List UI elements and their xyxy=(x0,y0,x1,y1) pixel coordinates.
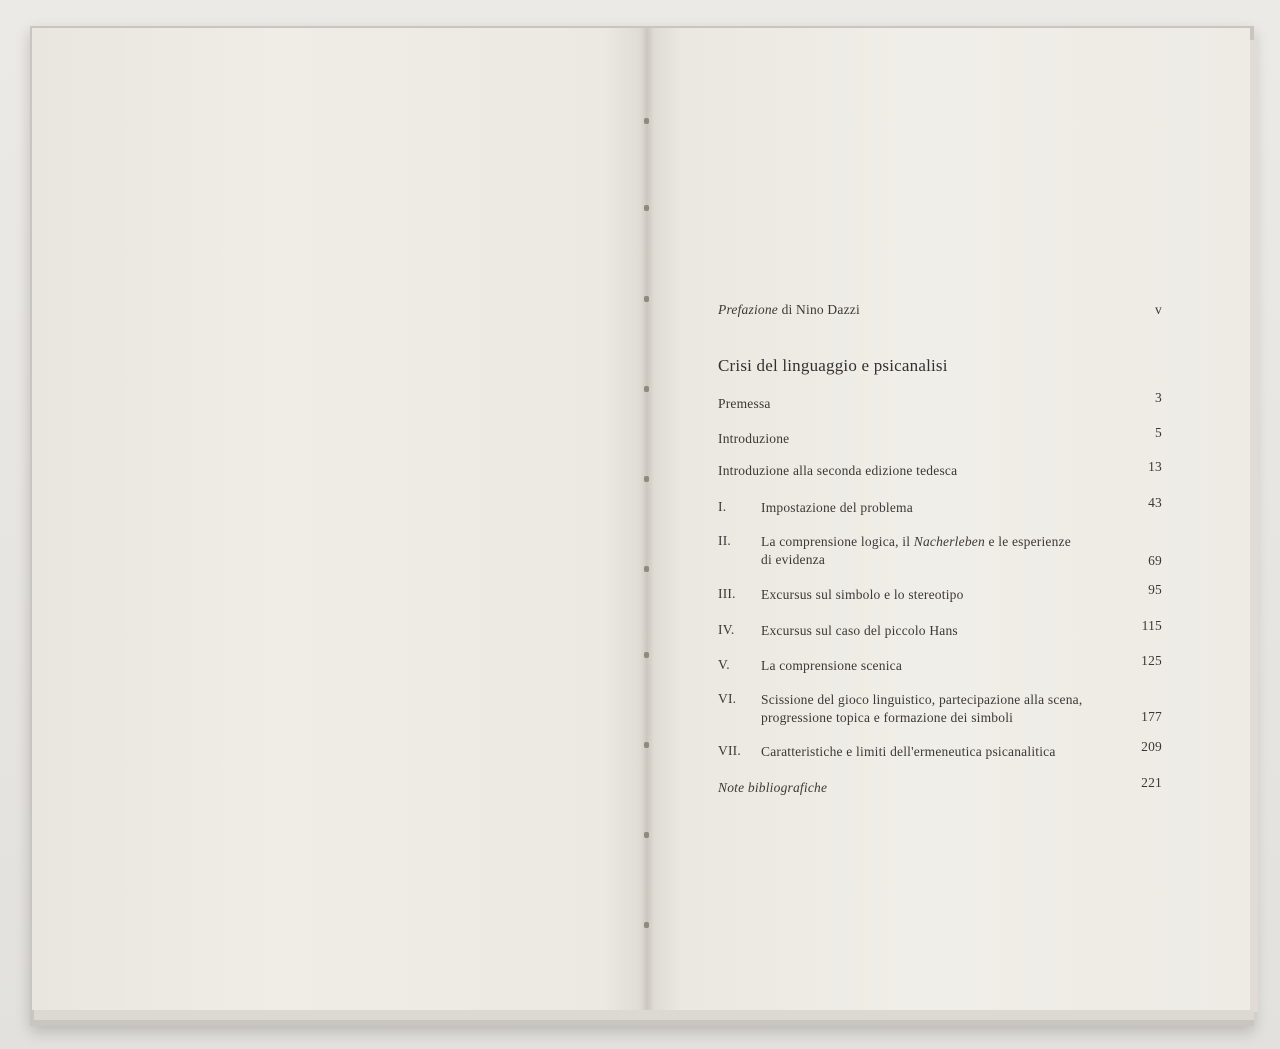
toc-entry-label: Introduzione xyxy=(718,431,790,446)
page-edges-right xyxy=(1250,40,1258,1012)
binding-stitch xyxy=(644,652,649,658)
chapter-number: V. xyxy=(718,657,730,672)
toc-entry-preface xyxy=(718,302,1166,318)
chapter-title-line1: Scissione del gioco linguistico, partecipazione alla scena, xyxy=(761,692,1083,707)
toc-entry-label: Premessa xyxy=(718,396,771,411)
book-gutter xyxy=(640,28,654,1010)
chapter-title: Caratteristiche e limiti dell'ermeneutica psicanalitica xyxy=(761,744,1056,759)
toc-entry xyxy=(718,425,1166,447)
binding-stitch xyxy=(644,742,649,748)
chapter-title-line2: progressione topica e formazione dei simboli xyxy=(761,710,1014,725)
chapter-number: II. xyxy=(718,533,731,548)
toc-page-number: 221 xyxy=(1141,775,1162,790)
chapter-number: III. xyxy=(718,586,736,601)
binding-stitch xyxy=(644,922,649,928)
binding-stitch xyxy=(644,296,649,302)
toc-entry-label: di Nino Dazzi xyxy=(778,302,860,317)
left-page xyxy=(32,28,646,1010)
toc-page-number: 3 xyxy=(1155,390,1162,405)
toc-page-number: 5 xyxy=(1155,425,1162,440)
chapter-title-part: La comprensione logica, il xyxy=(761,534,914,549)
toc-entry-label-italic: Prefazione xyxy=(718,302,778,317)
binding-stitch xyxy=(644,118,649,124)
toc-page-number: 115 xyxy=(1141,618,1162,633)
toc-page-number: v xyxy=(1155,302,1162,317)
toc-page-number: 95 xyxy=(1148,582,1162,597)
right-page xyxy=(646,28,1250,1010)
toc-page-number: 177 xyxy=(1141,709,1162,724)
binding-stitch xyxy=(644,566,649,572)
toc-page-number: 69 xyxy=(1148,553,1162,568)
chapter-title: Excursus sul simbolo e lo stereotipo xyxy=(761,587,964,602)
toc-page-number: 13 xyxy=(1148,459,1162,474)
chapter-title xyxy=(761,533,1121,569)
toc-page-number: 125 xyxy=(1141,653,1162,668)
chapter-title-italic: Nacherleben xyxy=(913,534,985,549)
chapter-number: VII. xyxy=(718,743,741,758)
toc-entry-label: Introduzione alla seconda edizione tedesca xyxy=(718,463,958,478)
toc-entry-notes xyxy=(718,775,1166,796)
binding-stitch xyxy=(644,832,649,838)
chapter-number: IV. xyxy=(718,622,735,637)
toc-page-number: 43 xyxy=(1148,495,1162,510)
chapter-title xyxy=(761,691,1121,727)
chapter-title: Excursus sul caso del piccolo Hans xyxy=(761,623,958,638)
toc-entry xyxy=(718,390,1166,412)
binding-stitch xyxy=(644,476,649,482)
section-title: Crisi del linguaggio e psicanalisi xyxy=(718,356,948,375)
binding-stitch xyxy=(644,386,649,392)
page-edges-bottom xyxy=(34,1010,1254,1020)
chapter-number: I. xyxy=(718,499,727,514)
chapter-title: Impostazione del problema xyxy=(761,500,913,515)
chapter-number: VI. xyxy=(718,691,737,706)
toc-entry xyxy=(718,459,1166,479)
toc-entry-label: Note bibliografiche xyxy=(718,780,828,795)
chapter-title-part: e le esperienze xyxy=(984,534,1071,549)
binding-stitch xyxy=(644,205,649,211)
toc-page-number: 209 xyxy=(1141,739,1162,754)
chapter-title: La comprensione scenica xyxy=(761,658,903,673)
chapter-title-line2: di evidenza xyxy=(761,552,826,567)
